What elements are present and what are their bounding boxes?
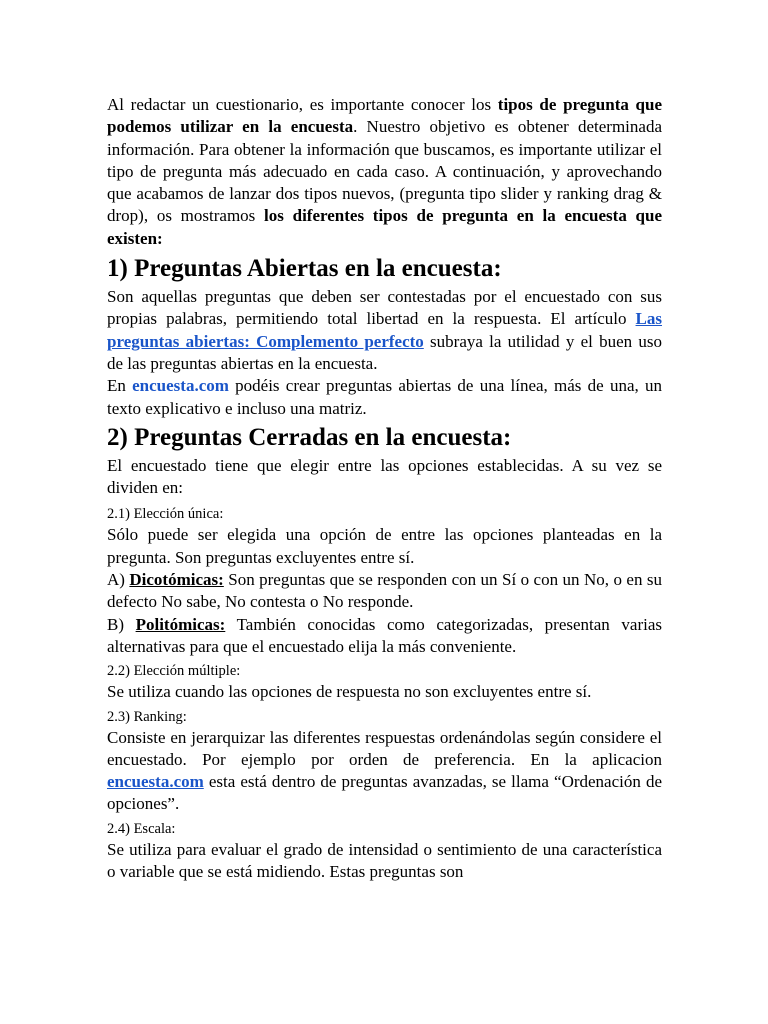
subheading-escala: 2.4) Escala:: [107, 820, 176, 837]
intro-text-1: Al redactar un cuestionario, es importante conocer los: [107, 95, 498, 114]
cerradas-intro: El encuestado tiene que elegir entre las opciones establecidas. A su vez se dividen en:: [107, 455, 662, 498]
ranking-text-2: esta está dentro de preguntas avanzadas, se llama “Ordenación de opciones”.: [107, 772, 662, 814]
heading-preguntas-cerradas: 2) Preguntas Cerradas en la encuesta:: [107, 423, 512, 451]
dicotomicas-text: Son preguntas que se responden con un Sí o con un No, o en su defecto No sabe, No contesta o No responde.: [107, 570, 662, 612]
encuesta-app-link[interactable]: encuesta.com: [107, 772, 204, 792]
dicotomicas-prefix: A): [107, 570, 130, 590]
politomicas-prefix: B): [107, 614, 136, 634]
subheading-eleccion-multiple: 2.2) Elección múltiple:: [107, 663, 241, 680]
document-body: [107, 94, 662, 883]
abiertas-paragraph: [107, 286, 662, 375]
abiertas-text-3: En: [107, 376, 133, 396]
heading-preguntas-abiertas: 1) Preguntas Abiertas en la encuesta:: [107, 255, 502, 283]
eleccion-multiple-text: Se utiliza cuando las opciones de respuesta no son excluyentes entre sí.: [107, 682, 592, 702]
intro-paragraph: [107, 94, 662, 250]
politomicas-text: También conocidas como categorizadas, presentan varias alternativas para que el encuestado elija la más conveniente.: [107, 614, 662, 656]
articulo-link[interactable]: Las preguntas abiertas: Complemento perfecto: [107, 309, 662, 351]
abiertas-encuesta-paragraph: [107, 375, 662, 420]
subheading-eleccion-unica: 2.1) Elección única:: [107, 506, 224, 523]
dicotomicas-paragraph: [107, 569, 662, 614]
escala-text: Se utiliza para evaluar el grado de intensidad o sentimiento de una característica o variable que se está midiendo. Estas preguntas son: [107, 839, 662, 882]
intro-bold-2: los diferentes tipos de pregunta en la encuesta que existen:: [107, 206, 663, 248]
politomicas-paragraph: [107, 614, 662, 659]
dicotomicas-term: Dicotómicas:: [129, 570, 224, 590]
intro-bold-1: tipos de pregunta que podemos utilizar en la encuesta: [107, 95, 662, 137]
eleccion-unica-text: Sólo puede ser elegida una opción de entre las opciones planteadas en la pregunta. Son preguntas excluyentes entre sí.: [107, 525, 662, 567]
ranking-text-1: Consiste en jerarquizar las diferentes respuestas ordenándolas según considere el encuestado. Por ejemplo por orden de preferencia. En la aplicacion: [107, 727, 662, 769]
abiertas-text-4: podéis crear preguntas abiertas de una línea, más de una, un texto explicativo e incluso una matriz.: [107, 376, 662, 418]
abiertas-text-2: subraya la utilidad y el buen uso de las preguntas abiertas en la encuesta.: [107, 331, 662, 373]
politomicas-term: Politómicas:: [135, 614, 226, 634]
encuesta-site-link[interactable]: encuesta.com: [132, 376, 229, 396]
subheading-ranking: 2.3) Ranking:: [107, 708, 187, 725]
intro-text-2: . Nuestro objetivo es obtener determinada información. Para obtener la información que buscamos, es importante utilizar el tipo de pregunta más adecuado en cada caso. A continuación, y aprovechando que acabamos de lanzar dos tipos nuevos, (pregunta tipo slider y ranking drag & drop), os mostramos: [107, 117, 662, 226]
abiertas-text-1: Son aquellas preguntas que deben ser contestadas por el encuestado con sus propias palabras, permitiendo total libertad en la respuesta. El artículo: [107, 287, 662, 329]
ranking-paragraph: [107, 727, 662, 816]
